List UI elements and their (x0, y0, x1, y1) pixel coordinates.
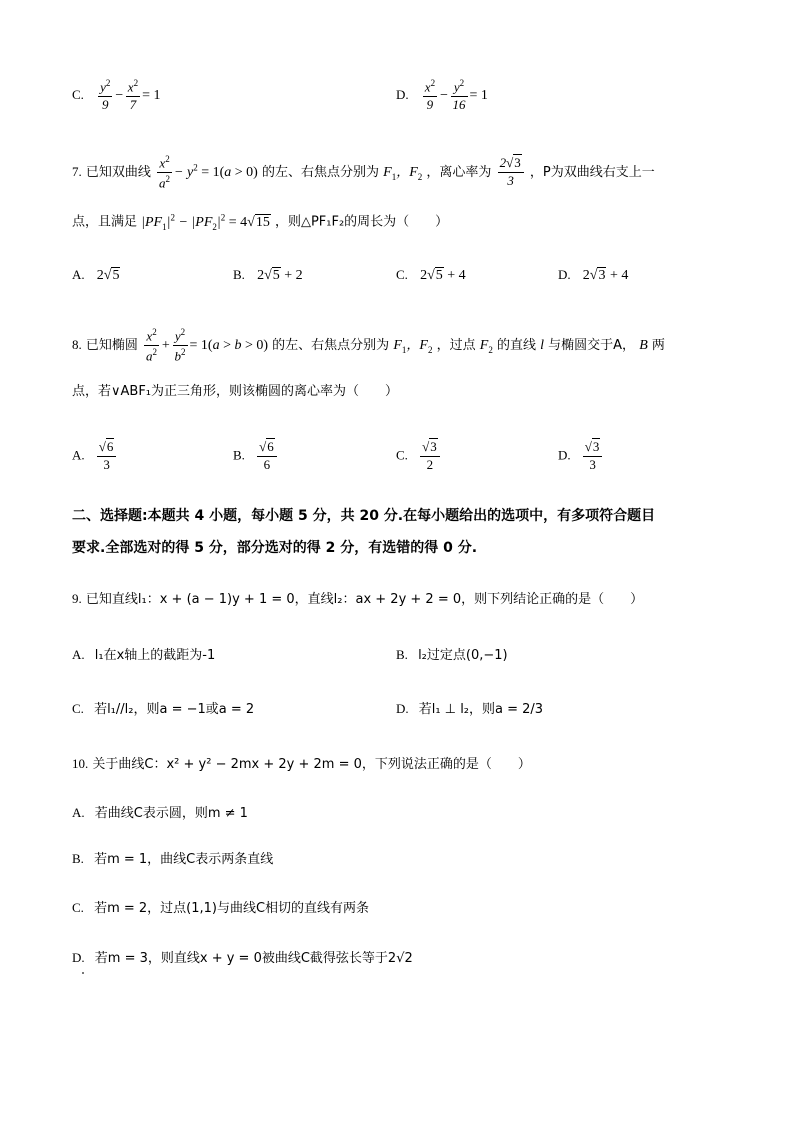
q7-text: 的左、右焦点分别为 (261, 164, 379, 180)
math-expr: $F_1$，$F_2$ (393, 337, 433, 355)
option-label: A. (72, 647, 85, 662)
q8-option-d (558, 440, 604, 473)
option-label: C. (72, 900, 84, 915)
q8-text: 与椭圆交于A， (548, 337, 636, 353)
q10-option-a (72, 806, 248, 820)
math-expr: $\frac{√6}{3}$ (95, 449, 119, 464)
math-expr: 2√3 + 4 (582, 268, 629, 283)
q8-text: 已知椭圆 (85, 337, 138, 353)
q6-option-d (396, 78, 488, 113)
option-text: 若曲线C表示圆，则m ≠ 1 (94, 806, 248, 821)
math-expr: $|PF_1|^2 - |PF_2|^2 = 4√15$ (141, 212, 270, 232)
math-expr: $\frac{√3}{3}$ (581, 449, 605, 464)
q10-option-d (72, 951, 413, 965)
math-expr: B (639, 337, 648, 353)
q7-text: ，P为双曲线右支上一 (529, 164, 655, 180)
q9-option-c (72, 702, 254, 716)
option-label: B. (396, 647, 408, 662)
option-label: D. (558, 447, 571, 463)
q8-text: ，过点 (436, 337, 476, 353)
option-text: 若l₁//l₂，则a = −1或a = 2 (94, 702, 255, 717)
option-label: B. (233, 267, 245, 282)
math-expr: l (540, 337, 545, 353)
option-label: D. (558, 267, 571, 282)
option-text: 若m = 3，则直线x + y = 0被曲线C截得弦长等于2√2 (94, 951, 413, 966)
q6-option-c (72, 78, 160, 113)
q9-option-a (72, 648, 215, 662)
section-2-heading-line2: 要求.全部选对的得 5 分，部分选对的得 2 分，有选错的得 0 分. (72, 540, 478, 556)
q7-option-b (233, 268, 303, 283)
option-label: C. (72, 86, 84, 102)
option-label: A. (72, 447, 85, 463)
q7-stem-line1 (72, 154, 655, 192)
question-number: 10. (72, 756, 89, 771)
math-expr: 2√5 + 4 (420, 268, 466, 283)
math-expr: 2√5 + 2 (257, 268, 303, 283)
math-expr: $\frac{√6}{6}$ (255, 449, 279, 464)
option-label: C. (72, 701, 84, 716)
q7-stem-line2 (72, 213, 448, 231)
option-label: B. (233, 447, 245, 463)
section-2-heading-line1: 二、选择题:本题共 4 小题，每小题 5 分，共 20 分.在每小题给出的选项中，有多项符合题目 (72, 508, 656, 524)
option-label: D. (396, 701, 409, 716)
q7-text: ，离心率为 (426, 164, 492, 180)
q7-option-a (72, 268, 120, 283)
option-label: B. (72, 851, 84, 866)
math-expr: $\frac{√3}{2}$ (418, 449, 442, 464)
option-text: 若m = 1，曲线C表示两条直线 (94, 852, 274, 867)
q8-text: 的直线 (496, 337, 536, 353)
question-number: 9. (72, 591, 82, 606)
option-label: A. (72, 805, 85, 820)
option-text: 若m = 2，过点(1,1)与曲线C相切的直线有两条 (94, 901, 370, 916)
math-expr: $\frac{x^2}{9}$ − $\frac{y^2}{16}$ = 1 (424, 78, 488, 113)
option-label: C. (396, 267, 408, 282)
q8-option-c (396, 440, 442, 473)
math-expr: $F_1$，$F_2$ (383, 164, 423, 182)
q8-option-b (233, 440, 279, 473)
math-expr: $F_2$ (479, 337, 493, 355)
option-label: D. (396, 86, 409, 102)
option-text: 若l₁ ⊥ l₂，则a = 2/3 (418, 702, 544, 717)
q10-option-b (72, 852, 273, 866)
option-label: C. (396, 447, 408, 463)
q9-stem (72, 592, 643, 606)
option-text: l₁在x轴上的截距为-1 (94, 648, 216, 663)
q8-text: 点，若∨ABF₁为正三角形，则该椭圆的离心率为（ ） (72, 384, 399, 399)
q8-option-a (72, 440, 118, 473)
q10-stem (72, 757, 531, 771)
stray-mark (82, 972, 84, 974)
q7-text: 点，且满足 (72, 214, 138, 230)
q10-option-c (72, 901, 369, 915)
q10-text: 关于曲线C：x² + y² − 2mx + 2y + 2m = 0，下列说法正确的是（ ） (92, 757, 531, 772)
q9-option-b (396, 648, 508, 662)
q7-text: ，则△PF₁F₂的周长为（ ） (274, 214, 449, 230)
math-expr: $\frac{x^2}{a^2}$ + $\frac{y^2}{b^2}$ = 1(a > b > 0) (146, 327, 269, 364)
math-expr: $\frac{2√3}{3}$ (496, 165, 526, 180)
q7-text: 已知双曲线 (85, 164, 151, 180)
option-text: l₂过定点(0,−1) (418, 648, 508, 663)
question-number: 7. (72, 163, 82, 179)
math-expr: $\frac{x^2}{a^2}$ − $y^2 = 1(a > 0)$ (159, 154, 258, 191)
q8-text: 两 (651, 337, 665, 353)
q8-stem-line2 (72, 385, 398, 398)
q9-option-d (396, 702, 543, 716)
q7-option-c (396, 268, 466, 283)
q9-text: 已知直线l₁：x + (a − 1)y + 1 = 0，直线l₂：ax + 2y + 2 = 0，则下列结论正确的是（ ） (85, 592, 644, 607)
option-label: D. (72, 950, 85, 965)
math-expr: 2√5 (96, 268, 120, 283)
option-label: A. (72, 267, 85, 282)
q7-option-d (558, 268, 628, 283)
q8-text: 的左、右焦点分别为 (272, 337, 390, 353)
question-number: 8. (72, 336, 82, 352)
math-expr: $\frac{y^2}{9}$ − $\frac{x^2}{7}$ = 1 (100, 78, 161, 113)
q8-stem-line1 (72, 327, 665, 365)
